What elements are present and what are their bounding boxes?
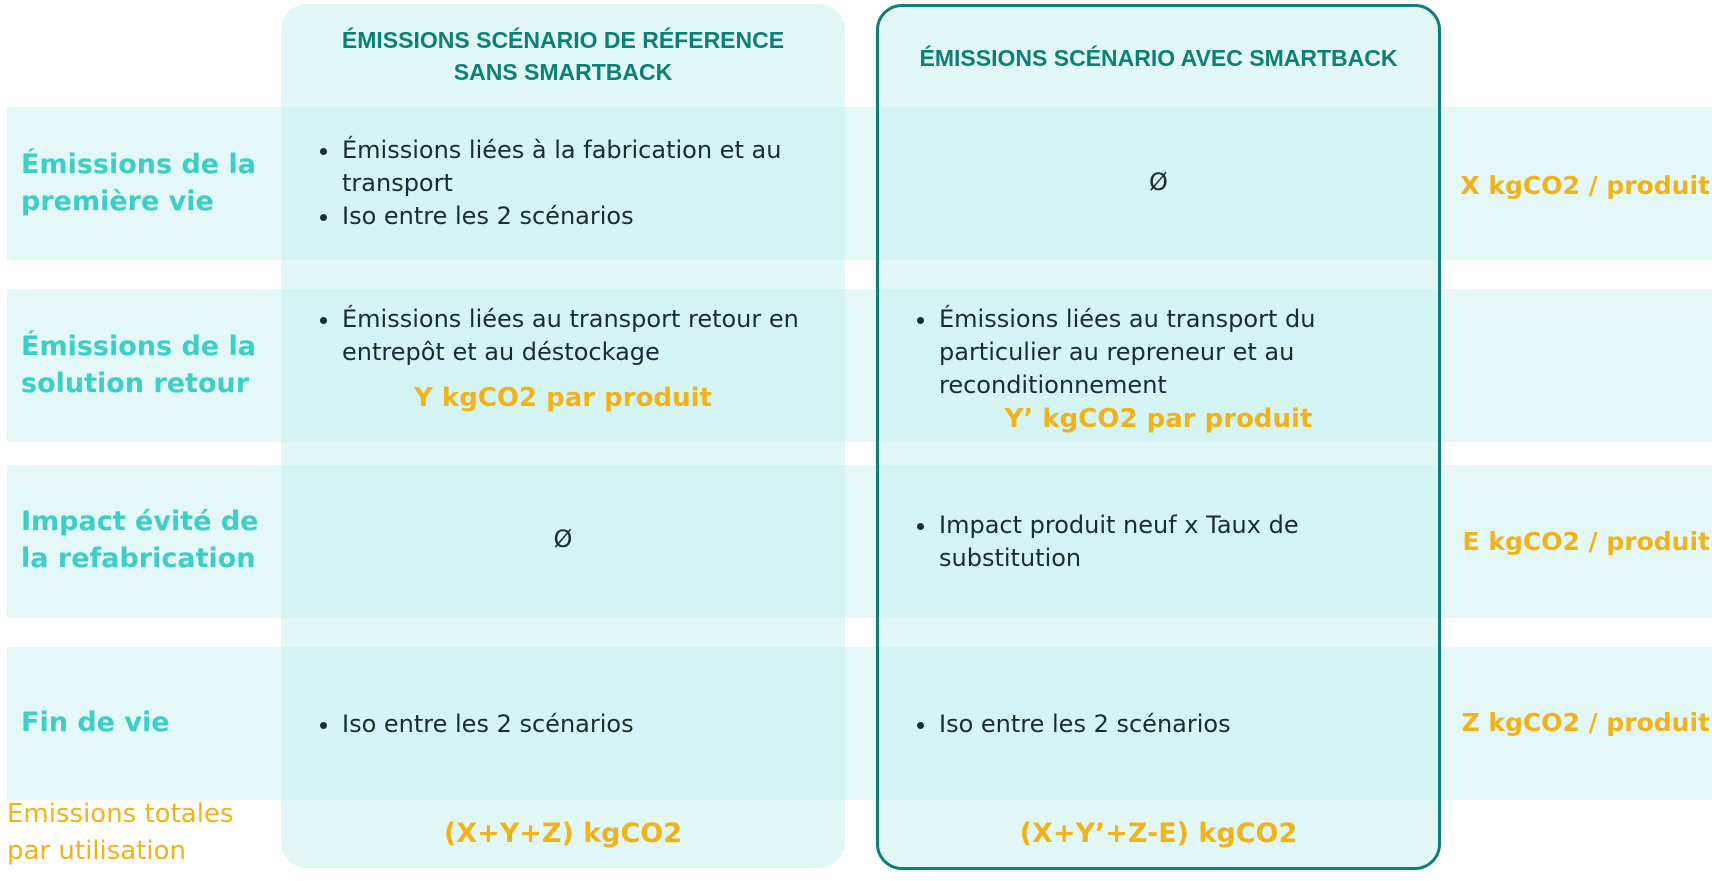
right-value-x: X kgCO2 / produit	[1460, 171, 1710, 200]
list-item: Impact produit neuf x Taux de substitution	[915, 509, 1355, 575]
row-label-solution-retour: Émissions de la solution retour	[21, 331, 256, 399]
smartback-column-title: ÉMISSIONS SCÉNARIO AVEC SMARTBACK	[919, 45, 1398, 71]
right-value-e: E kgCO2 / produit	[1462, 527, 1710, 556]
smartback-subtotal-y-prime: Y’ kgCO2 par produit	[1004, 404, 1313, 434]
smartback-cell-fin-de-vie	[915, 708, 1355, 741]
smartback-cell-solution-retour	[915, 303, 1355, 402]
reference-cell-fin-de-vie	[318, 708, 818, 741]
right-value-z: Z kgCO2 / produit	[1461, 708, 1710, 737]
list-item: Émissions liées à la fabrication et au transport	[318, 134, 818, 200]
row-label-premiere-vie: Émissions de la première vie	[21, 149, 256, 217]
reference-cell-premiere-vie	[318, 134, 818, 233]
reference-cell-solution-retour	[318, 303, 818, 369]
list-item: Iso entre les 2 scénarios	[318, 708, 818, 741]
smartback-cell-refabrication	[915, 509, 1355, 575]
row-label-refabrication: Impact évité de la refabrication	[21, 506, 259, 574]
total-emissions-label: Emissions totales par utilisation	[7, 799, 234, 866]
reference-total: (X+Y+Z) kgCO2	[443, 818, 683, 849]
list-item: Émissions liées au transport du particulier au repreneur et au reconditionnement	[915, 303, 1355, 402]
reference-subtotal-y: Y kgCO2 par produit	[414, 383, 712, 413]
list-item: Émissions liées au transport retour en entrepôt et au déstockage	[318, 303, 818, 369]
list-item: Iso entre les 2 scénarios	[318, 200, 818, 233]
smartback-total: (X+Y’+Z-E) kgCO2	[1019, 818, 1298, 849]
list-item: Iso entre les 2 scénarios	[915, 708, 1355, 741]
row-label-fin-de-vie: Fin de vie	[21, 707, 170, 738]
reference-column-title: ÉMISSIONS SCÉNARIO DE RÉFERENCE SANS SMARTBACK	[341, 27, 785, 85]
empty-set-symbol: Ø	[1149, 168, 1168, 196]
empty-set-symbol: Ø	[553, 525, 573, 553]
